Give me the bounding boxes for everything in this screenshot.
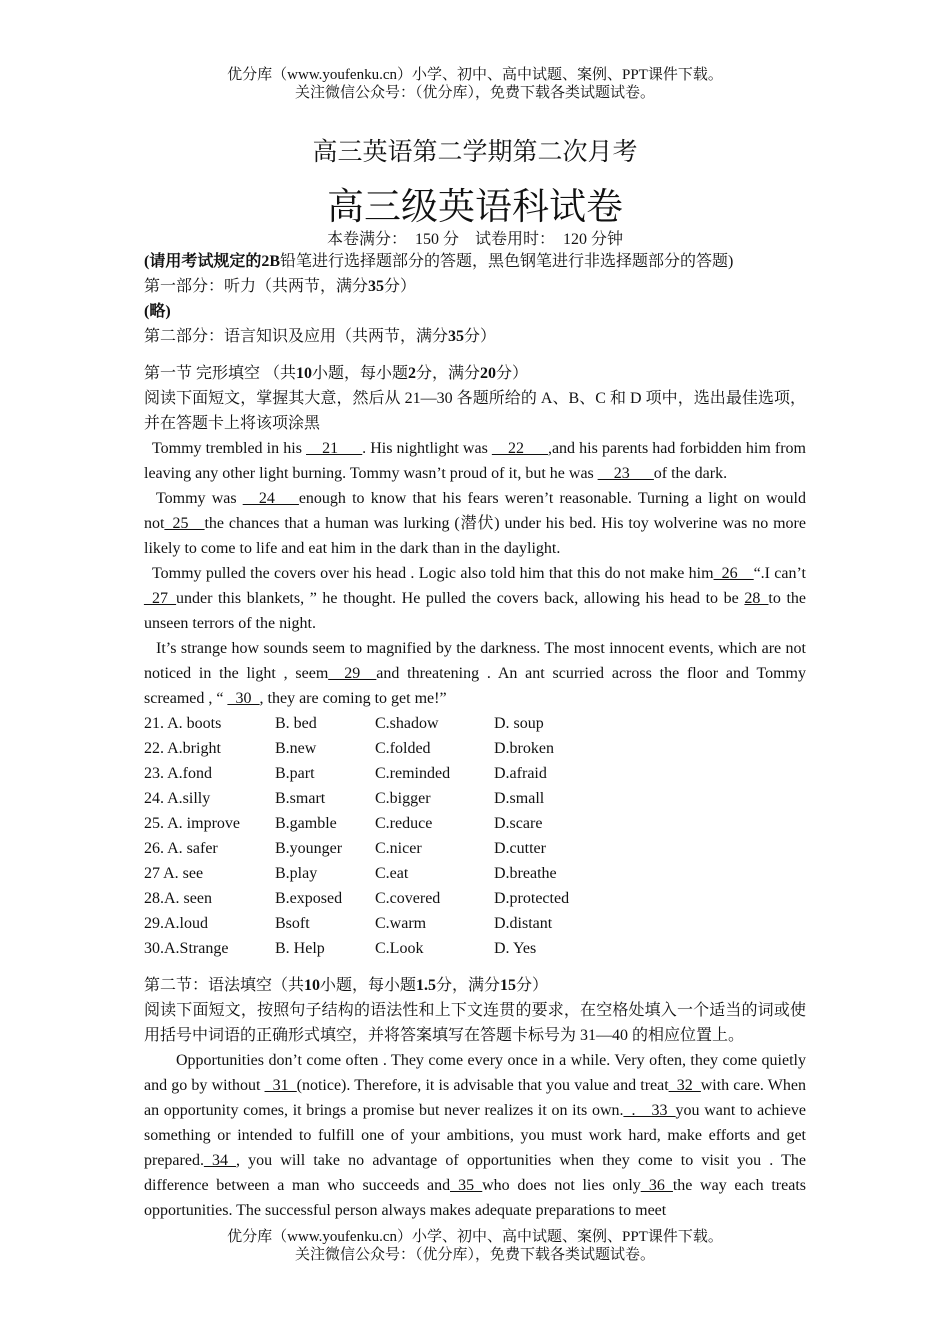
exam-content — [144, 249, 806, 1223]
grammar-paragraph-1: Opportunities don’t come often . They come every once in a while. Very often, they come quietly and go by without _31_(notice). Therefore, it is advisable that you value and treat_32_with care. When an opportunity comes, it brings a promise but never realizes it on its own._.__33_you want to achieve something or intended to fulfill one of your ambitions, you must work hard, make efforts and get prepared._34_, you will take no advantage of opportunities when they come to visit you . The difference between a man who succeeds and_35_who does not lies only_36_the way each treats opportunities. The successful person always makes adequate preparations to meet — [144, 1052, 807, 1219]
part2-heading: 第二部分：语言知识及应用（共两节，满分35分） — [144, 328, 497, 345]
blank-28: 28_ — [744, 590, 769, 607]
option-row-26: 26. A. safer B.younger C.nicer D.cutter — [144, 840, 546, 857]
blank-30: _30_ — [227, 690, 260, 707]
page-header — [0, 66, 950, 102]
option-row-23: 23. A.fond B.part C.reminded D.afraid — [144, 765, 547, 782]
blank-29: __29__ — [328, 665, 377, 682]
option-row-30: 30.A.Strange B. Help C.Look D. Yes — [144, 940, 537, 957]
section2-heading: 第二节：语法填空（共10小题，每小题1.5分，满分15分） — [144, 977, 549, 994]
option-row-28: 28.A. seen B.exposed C.covered D.protected — [144, 890, 570, 907]
blank-24: __24___ — [242, 490, 299, 507]
blank-23: __23___ — [597, 465, 654, 482]
option-row-22: 22. A.bright B.new C.folded D.broken — [144, 740, 554, 757]
part1-heading: 第一部分：听力（共两节，满分35分） — [144, 278, 417, 295]
option-row-27: 27 A. see B.play C.eat D.breathe — [144, 865, 557, 882]
footer-line-1: 优分库（www.youfenku.cn）小学、初中、高中试题、案例、PPT课件下载。 — [227, 1229, 723, 1245]
page-footer — [0, 1228, 950, 1264]
blank-35: _35_ — [450, 1177, 483, 1194]
blank-22: __22___ — [491, 440, 548, 457]
section2-instruction: 阅读下面短文，按照句子结构的语法性和上下文连贯的要求，在空格处填入一个适当的词或使用括号中词语的正确形式填空，并将答案填写在答题卡标号为 31—40 的相应位置上。 — [144, 1002, 806, 1044]
option-row-25: 25. A. improve B.gamble C.reduce D.scare — [144, 815, 543, 832]
part1-note: (略) — [144, 303, 171, 320]
header-line-1: 优分库（www.youfenku.cn）小学、初中、高中试题、案例、PPT课件下载。 — [227, 67, 723, 83]
blank-25: _25__ — [164, 515, 205, 532]
blank-31: _31_ — [264, 1077, 297, 1094]
blank-33: _.__33_ — [623, 1102, 676, 1119]
blank-32: _32_ — [668, 1077, 701, 1094]
blank-27: _27_ — [144, 590, 176, 607]
blank-26: _26__ — [713, 565, 754, 582]
option-row-29: 29.A.loud Bsoft C.warm D.distant — [144, 915, 553, 932]
footer-line-2: 关注微信公众号：（优分库），免费下载各类试题试卷。 — [294, 1247, 655, 1263]
cloze-paragraph-1: Tommy trembled in his __21___. His nightlight was __22___,and his parents had forbidden him from leaving any other light burning. Tommy wasn’t proud of it, but he was __23___of the dark. — [144, 440, 807, 482]
section1-heading: 第一节 完形填空 （共10小题，每小题2分，满分20分） — [144, 365, 529, 382]
cloze-paragraph-2: Tommy was __24___enough to know that his fears weren’t reasonable. Turning a light on would not_25__the chances that a human was lurking (潜伏) under his bed. His toy wolverine was no more likely to come to life and eat him in the dark than in the daylight. — [144, 490, 806, 557]
section1-instruction: 阅读下面短文，掌握其大意，然后从 21—30 各题所给的 A、B、C 和 D 项中，选出最佳选项，并在答题卡上将该项涂黑 — [144, 390, 806, 432]
blank-36: _36_ — [640, 1177, 673, 1194]
blank-34: _34_ — [203, 1152, 236, 1169]
option-row-24: 24. A.silly B.smart C.bigger D.small — [144, 790, 545, 807]
exam-info: 本卷满分： 150 分 试卷用时： 120 分钟 — [326, 231, 623, 248]
exam-subtitle: 高三英语第二学期第二次月考 — [312, 139, 638, 166]
header-line-2: 关注微信公众号：（优分库），免费下载各类试题试卷。 — [294, 85, 655, 101]
options-list — [144, 711, 806, 961]
exam-title: 高三级英语科试卷 — [327, 187, 623, 228]
cloze-paragraph-3: Tommy pulled the covers over his head . Logic also told him that this do not make him_26__“.I can’t _27_under this blankets, ” he thought. He pulled the covers back, allowing his head to be 28_to the unseen terrors of the night. — [144, 565, 806, 632]
instruction: (请用考试规定的2B铅笔进行选择题部分的答题，黑色钢笔进行非选择题部分的答题) — [144, 253, 734, 270]
option-row-21: 21. A. boots B. bed C.shadow D. soup — [144, 715, 544, 732]
cloze-paragraph-4: It’s strange how sounds seem to magnified by the darkness. The most innocent events, which are not noticed in the light , seem__29__and threatening . An ant scurried across the floor and Tommy screamed , “ _30_, they are coming to get me!” — [144, 640, 807, 707]
blank-21: __21___ — [306, 440, 363, 457]
